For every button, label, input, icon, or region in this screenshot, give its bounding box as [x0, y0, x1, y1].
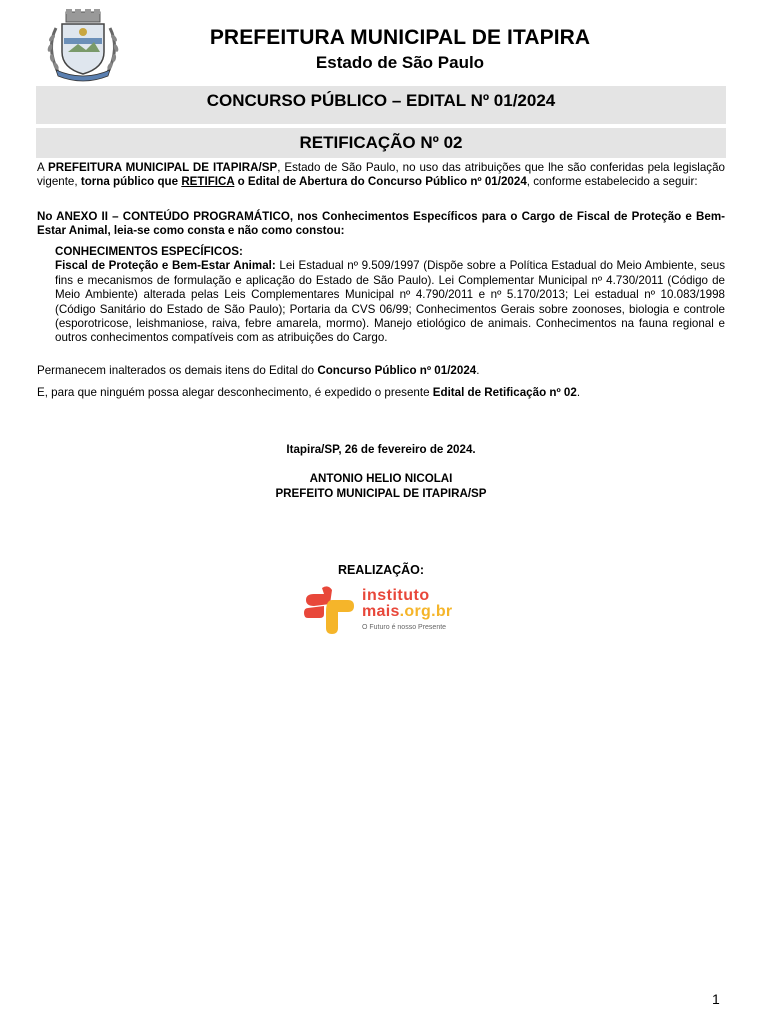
closing-bold: Edital de Retificação nº 02	[432, 386, 577, 399]
logo-mais: mais	[362, 603, 400, 620]
role-name: Fiscal de Proteção e Bem-Estar Animal:	[55, 259, 276, 273]
page-title: PREFEITURA MUNICIPAL DE ITAPIRA	[209, 26, 591, 49]
intro-underlined: RETIFICA	[181, 175, 235, 189]
retificacao-banner	[36, 128, 726, 158]
closing-paragraph	[37, 386, 725, 400]
specific-content	[55, 259, 725, 345]
edital-title: CONCURSO PÚBLICO – EDITAL Nº 01/2024	[206, 91, 556, 110]
page-subtitle: Estado de São Paulo	[315, 53, 485, 72]
instituto-mais-logo	[302, 582, 472, 638]
intro-bold: o Edital de Abertura do Concurso Público nº 01/2024	[234, 175, 527, 189]
logo-domain: .org.br	[399, 603, 453, 620]
intro-text: , Estado de São Paulo, no uso das atribuições que lhe são conferidas pela legislação vigente,	[37, 161, 725, 189]
unchanged-text: .	[476, 364, 480, 377]
content-text: Lei Estadual nº 9.509/1997 (Dispõe sobre a Política Estadual do Meio Ambiente, seus fins e mecanismos de formulação e aplicação do Estado de São Paulo). Lei Complementar Municipal nº 4.730/2011 (Código de Meio Ambiente) alterada pelas Leis Complementares Municipal nº 4.790/2011 e nº 5.170/2013; Lei estadual nº 10.083/1998 (Código Sanitário do Estado de São Paulo); Portaria da CVS 06/99; Conhecimentos Gerais sobre zoonoses, biologia e controle (esporotricose, leishmaniose, raiva, febre amarela, mormo). Manejo etiológico de animais. Conhecimentos na fauna regional e outros conhecimentos compatíveis com as atribuições do Cargo.	[55, 259, 725, 345]
intro-text: A	[37, 161, 49, 174]
logo-tagline: O Futuro é nosso Presente	[362, 624, 447, 631]
unchanged-text: Permanecem inalterados os demais itens do Edital do	[37, 364, 318, 377]
signature-name: ANTONIO HELIO NICOLAI	[309, 472, 453, 485]
intro-paragraph	[37, 161, 725, 190]
closing-text: .	[576, 386, 581, 399]
intro-bold: PREFEITURA MUNICIPAL DE ITAPIRA/SP	[48, 161, 278, 174]
specific-heading: CONHECIMENTOS ESPECÍFICOS:	[55, 245, 243, 258]
closing-text: E, para que ninguém possa alegar desconhecimento, é expedido o presente	[37, 386, 433, 399]
intro-bold: torna público que	[80, 175, 182, 189]
intro-text: , conforme estabelecido a seguir:	[526, 175, 698, 189]
edital-banner	[36, 86, 726, 124]
plus-logo-icon	[302, 582, 362, 638]
unchanged-bold: Concurso Público nº 01/2024	[317, 364, 477, 377]
signature-date: Itapira/SP, 26 de fevereiro de 2024.	[286, 443, 476, 456]
annex-heading: No ANEXO II – CONTEÚDO PROGRAMÁTICO, nos Conhecimentos Específicos para o Cargo de Fiscal de Proteção e Bem-Estar Animal, leia-se como consta e não como constou:	[37, 210, 725, 238]
municipal-crest-icon	[42, 8, 124, 84]
page-number: 1	[712, 991, 720, 1007]
logo-line1: instituto	[362, 587, 430, 604]
realizacao-label: REALIZAÇÃO:	[337, 563, 425, 577]
logo-line2	[362, 604, 452, 620]
retificacao-title: RETIFICAÇÃO Nº 02	[299, 133, 463, 152]
unchanged-paragraph	[37, 364, 725, 378]
specific-knowledge-block	[55, 245, 725, 346]
signature-role: PREFEITO MUNICIPAL DE ITAPIRA/SP	[275, 487, 487, 500]
